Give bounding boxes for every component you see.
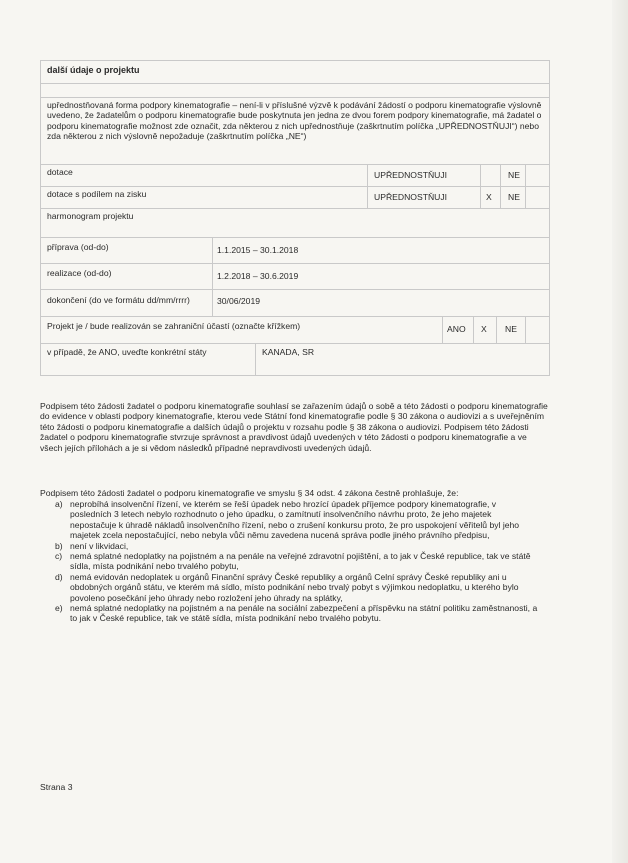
schedule-label: příprava (od-do) — [47, 242, 109, 252]
foreign-mark: X — [481, 324, 487, 334]
section-title: další údaje o projektu — [47, 65, 140, 75]
foreign-no: NE — [505, 324, 517, 334]
foreign-yes: ANO — [447, 324, 466, 334]
prefer-option: UPŘEDNOSTŇUJI — [374, 170, 448, 180]
schedule-value: 1.2.2018 – 30.6.2019 — [217, 271, 299, 281]
schedule-label: dokončení (do ve formátu dd/mm/rrrr) — [47, 295, 190, 305]
schedule-title: harmonogram projektu — [47, 211, 134, 221]
foreign-label: Projekt je / bude realizován se zahraniční účastí (označte křížkem) — [47, 321, 301, 331]
row-label: dotace s podílem na zisku — [47, 189, 147, 199]
declaration-item — [55, 551, 540, 572]
item-marker: d) — [55, 571, 63, 582]
consent-paragraph: Podpisem této žádosti žadatel o podporu kinematografie souhlasí se zařazením údajů o sobě a této žádosti o podporu kinematografie do evidence v oblasti podpory kinematografie, kterou vede Státní fond kinematografie podle § 30 zákona o audiovizi a s uveřejněním této žádosti o podporu kinematografie a dalších údajů o projektu v rozsahu podle § 38 zákona o audiovizi. Podpisem této žádosti žadatel o podporu kinematografie stvrzuje správnost a pravdivost údajů uvedených v této žádosti o podporu kinematografie a ve všech jejích přílohách a je si vědom následků případné nepravdivosti uvedených údajů. — [40, 401, 548, 453]
item-text: neprobíhá insolvenční řízení, ve kterém se řeší úpadek nebo hrozící úpadek příjemce podpory kinematografie, v posledních 3 letech nebylo rozhodnuto o jeho úpadku, o zamítnutí insolvenčního návrhu proto, že jeho majetek nepostačuje k úhradě nákladů insolvenčního řízení, nebo o zrušení konkursu proto, že pro uspokojení věřitelů byl jeho majetek zcela nepostačující, nebo nebyla vůči němu zavedena nucená správa podle jiného právního předpisu, — [70, 499, 520, 541]
item-text: nemá splatné nedoplatky na pojistném a na penále na sociální zabezpečení a příspěvku na státní politiku zaměstnanosti, a to jak v České republice, tak ve státě sídla, místa podnikání nebo trvalého pobytu. — [70, 603, 538, 624]
schedule-value: 1.1.2015 – 30.1.2018 — [217, 245, 299, 255]
item-marker: e) — [55, 603, 63, 614]
declaration-item — [55, 499, 540, 541]
row-label: dotace — [47, 167, 73, 177]
item-marker: a) — [55, 499, 63, 509]
declaration-item — [55, 572, 540, 603]
support-form-note: upřednostňovaná forma podpory kinematografie – není-li v příslušné výzvě k podávání žádostí o podporu kinematografie výslovně uvedeno, že žadatelům o podporu kinematografie bude poskytnuta jen jedna ze dvou forem podpory kinematografie, má žadatel o podporu kinematografie možnost zde označit, zda některou z nich upřednostňuje (zaškrtnutím políčka „UPŘEDNOSTŇUJI“) nebo zda některou z nich výslovně nepožaduje (zaškrtnutím políčka „NE“) — [47, 100, 542, 142]
page-fold-shadow — [612, 0, 628, 863]
schedule-label: realizace (od-do) — [47, 268, 112, 278]
countries-label: v případě, že ANO, uveďte konkrétní státy — [47, 347, 207, 357]
no-option: NE — [508, 170, 520, 180]
declaration-item — [55, 541, 540, 551]
item-text: nemá splatné nedoplatky na pojistném a na penále na veřejné zdravotní pojištění, a to jak v České republice, tak ve státě sídla, místa podnikání nebo trvalého pobytu, — [70, 551, 531, 572]
prefer-mark: X — [486, 192, 492, 202]
item-marker: c) — [55, 551, 63, 562]
item-marker: b) — [55, 540, 63, 551]
page-number: Strana 3 — [40, 782, 73, 792]
declaration-item — [55, 603, 540, 624]
declaration-list — [55, 499, 540, 624]
schedule-value: 30/06/2019 — [217, 296, 261, 306]
item-text: není v likvidaci, — [70, 540, 129, 551]
countries-value: KANADA, SR — [262, 347, 315, 357]
prefer-option: UPŘEDNOSTŇUJI — [374, 192, 448, 202]
item-text: nemá evidován nedoplatek u orgánů Finanční správy České republiky a orgánů Celní správy České republiky ani u obdobných orgánů státu, ve kterém má sídlo, místo podnikání nebo trvalý pobyt s výjimkou nedoplatku, u kterého bylo povoleno posečkání jeho úhrady nebo rozložení jeho úhrady na splátky, — [70, 571, 519, 603]
declaration-intro: Podpisem této žádosti žadatel o podporu kinematografie ve smyslu § 34 odst. 4 zákona čestně prohlašuje, že: — [40, 488, 459, 498]
no-option: NE — [508, 192, 520, 202]
